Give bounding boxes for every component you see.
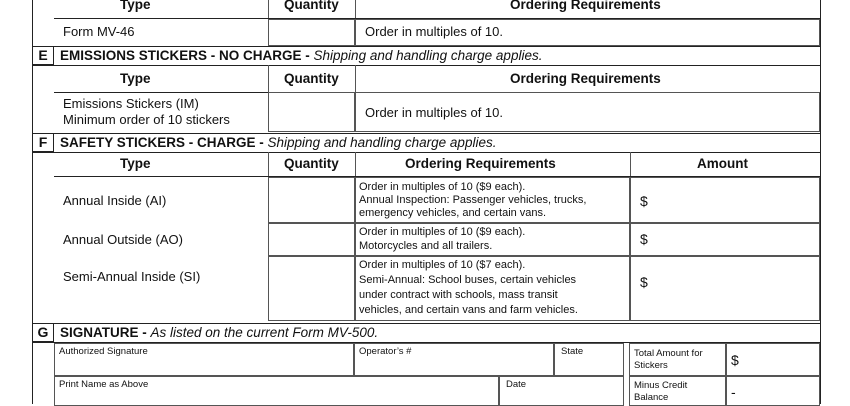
f-title-text: SAFETY STICKERS - CHARGE - — [60, 135, 268, 150]
d-col-quantity-header: Quantity — [284, 0, 339, 12]
f-top-rule — [32, 133, 820, 134]
f-col-requirements-header: Ordering Requirements — [405, 156, 556, 171]
e-col-requirements-header: Ordering Requirements — [510, 71, 661, 86]
f-row-si-req-line2: Semi-Annual: School buses, certain vehicles — [359, 274, 577, 286]
operators-number-label: Operator’s # — [359, 346, 412, 357]
f-col-type-header: Type — [120, 156, 151, 171]
authorized-signature-label: Authorized Signature — [59, 346, 148, 357]
total-amount-label-line2: Stickers — [634, 360, 668, 371]
d-divider-1 — [268, 0, 269, 19]
e-row-type-line1: Emissions Stickers (IM) — [63, 96, 199, 111]
minus-credit-label-line1: Minus Credit — [634, 380, 688, 391]
f-row-si-req-line1: Order in multiples of 10 ($7 each). — [359, 259, 526, 271]
state-label: State — [561, 346, 584, 357]
minus-credit-field[interactable] — [726, 376, 820, 406]
e-title-rule — [32, 65, 820, 66]
g-note-text: As listed on the current Form MV-500. — [150, 325, 379, 340]
print-name-label: Print Name as Above — [59, 379, 149, 390]
f-row-ao-type: Annual Outside (AO) — [63, 232, 183, 247]
g-title-text: SIGNATURE - — [60, 325, 151, 340]
f-row-si-req-line3: under contract with schools, mass transit — [359, 289, 558, 301]
minus-credit-label-line2: Balance — [634, 392, 669, 403]
e-note-text: Shipping and handling charge applies. — [313, 48, 543, 63]
f-row-ai-dollar: $ — [640, 193, 648, 209]
f-row-si-amount-field[interactable] — [630, 256, 820, 321]
f-divider-2 — [355, 152, 356, 176]
f-row-ai-req-line3: emergency vehicles, and certain vans. — [359, 207, 547, 219]
f-row-si-type: Semi-Annual Inside (SI) — [63, 269, 201, 284]
f-divider-3 — [630, 152, 631, 176]
f-row-ao-dollar: $ — [640, 231, 648, 247]
e-title-text: EMISSIONS STICKERS - NO CHARGE - — [60, 48, 314, 63]
right-border — [820, 0, 821, 404]
total-amount-field[interactable] — [726, 343, 820, 376]
d-row-type: Form MV-46 — [63, 24, 135, 39]
section-e-title — [60, 48, 542, 63]
e-col-quantity-header: Quantity — [284, 71, 339, 86]
d-col-type-header: Type — [120, 0, 151, 12]
section-g-title — [60, 325, 378, 340]
section-e-letter: E — [32, 46, 54, 65]
f-row-si-req-line4: vehicles, and certain vans and farm vehicles. — [359, 304, 578, 316]
f-note-text: Shipping and handling charge applies. — [267, 135, 497, 150]
f-title-rule — [32, 152, 820, 153]
minus-credit-symbol: - — [731, 384, 736, 400]
f-row-ai-type: Annual Inside (AI) — [63, 193, 167, 208]
d-divider-2 — [355, 0, 356, 19]
f-row-ao-req-line2: Motorcycles and all trailers. — [359, 240, 493, 252]
total-amount-label-line1: Total Amount for — [634, 348, 703, 359]
f-row-ao-req-line1: Order in multiples of 10 ($9 each). — [359, 226, 526, 238]
f-row-si-quantity-field[interactable] — [268, 256, 355, 321]
e-row-type-line2: Minimum order of 10 stickers — [63, 112, 230, 127]
f-row-ao-quantity-field[interactable] — [268, 223, 355, 256]
d-quantity-field[interactable] — [268, 19, 355, 46]
e-divider-1 — [268, 65, 269, 92]
d-row-requirement: Order in multiples of 10. — [365, 24, 504, 39]
f-row-ai-quantity-field[interactable] — [268, 177, 355, 223]
f-col-amount-header: Amount — [697, 156, 748, 171]
e-col-type-header: Type — [120, 71, 151, 86]
f-row-ai-req-line1: Order in multiples of 10 ($9 each). — [359, 181, 526, 193]
total-amount-dollar: $ — [731, 352, 739, 368]
f-row-ai-amount-field[interactable] — [630, 177, 820, 223]
e-quantity-field[interactable] — [268, 92, 355, 132]
d-col-requirements-header: Ordering Requirements — [510, 0, 661, 12]
e-divider-2 — [355, 65, 356, 92]
e-top-rule — [32, 46, 820, 47]
f-row-si-dollar: $ — [640, 274, 648, 290]
section-g-letter: G — [32, 323, 54, 342]
f-col-quantity-header: Quantity — [284, 156, 339, 171]
section-f-letter: F — [32, 133, 54, 152]
f-row-ao-amount-field[interactable] — [630, 223, 820, 256]
f-row-ai-req-line2: Annual Inspection: Passenger vehicles, trucks, — [359, 194, 587, 206]
e-row-requirement: Order in multiples of 10. — [365, 105, 504, 120]
g-top-rule — [32, 323, 820, 324]
section-f-title — [60, 135, 496, 150]
f-divider-1 — [268, 152, 269, 176]
date-label: Date — [506, 379, 527, 390]
